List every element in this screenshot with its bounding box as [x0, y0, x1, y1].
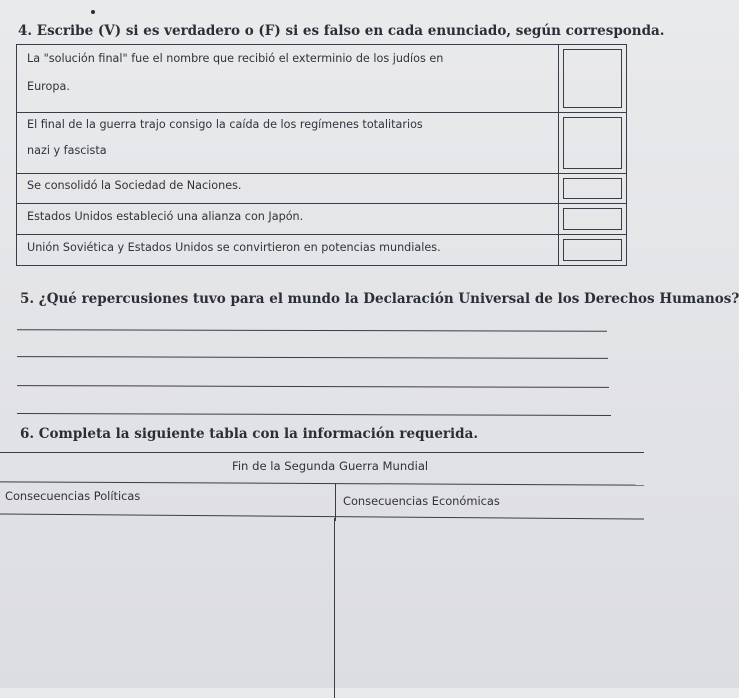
answer-line-1[interactable]: [17, 329, 607, 332]
statement-1-line-1: La "solución final" fue el nombre que recibió el exterminio de los judíos en: [27, 52, 444, 65]
column-header-economic: Consecuencias Económicas: [343, 494, 500, 508]
political-consequences-cell[interactable]: [0, 519, 333, 689]
answer-box-1[interactable]: [563, 49, 622, 108]
answer-box-4[interactable]: [563, 208, 622, 230]
true-false-table: [16, 44, 627, 266]
ink-dot: [91, 10, 95, 14]
statement-row-2: [17, 113, 626, 174]
question-6-heading: 6. Completa la siguiente tabla con la información requerida.: [20, 426, 479, 442]
statement-row-3: [17, 174, 626, 204]
consequences-table: [0, 452, 644, 692]
answer-line-3[interactable]: [17, 385, 609, 388]
answer-line-4[interactable]: [17, 413, 611, 416]
statement-row-1: [17, 45, 626, 113]
table-title: Fin de la Segunda Guerra Mundial: [232, 459, 429, 473]
statement-3-line-1: Se consolidó la Sociedad de Naciones.: [27, 179, 242, 192]
statement-row-4: [17, 204, 626, 235]
answer-box-2[interactable]: [563, 117, 622, 169]
question-5-heading: 5. ¿Qué repercusiones tuvo para el mundo la Declaración Universal de los Derechos Humanos?: [20, 291, 739, 307]
economic-consequences-cell[interactable]: [337, 522, 643, 689]
statement-5-line-1: Unión Soviética y Estados Unidos se convirtieron en potencias mundiales.: [27, 241, 441, 254]
column-header-political: Consecuencias Políticas: [5, 489, 141, 503]
statement-row-5: [17, 235, 626, 265]
statement-4-line-1: Estados Unidos estableció una alianza con Japón.: [27, 210, 304, 223]
statement-2-line-2: nazi y fascista: [27, 144, 107, 157]
question-4-heading: 4. Escribe (V) si es verdadero o (F) si es falso en cada enunciado, según corresponda.: [18, 23, 665, 39]
statement-2-line-1: El final de la guerra trajo consigo la caída de los regímenes totalitarios: [27, 118, 423, 131]
answer-line-2[interactable]: [17, 356, 608, 359]
answer-box-3[interactable]: [563, 178, 622, 199]
answer-box-5[interactable]: [563, 239, 622, 261]
statement-1-line-2: Europa.: [27, 80, 70, 93]
